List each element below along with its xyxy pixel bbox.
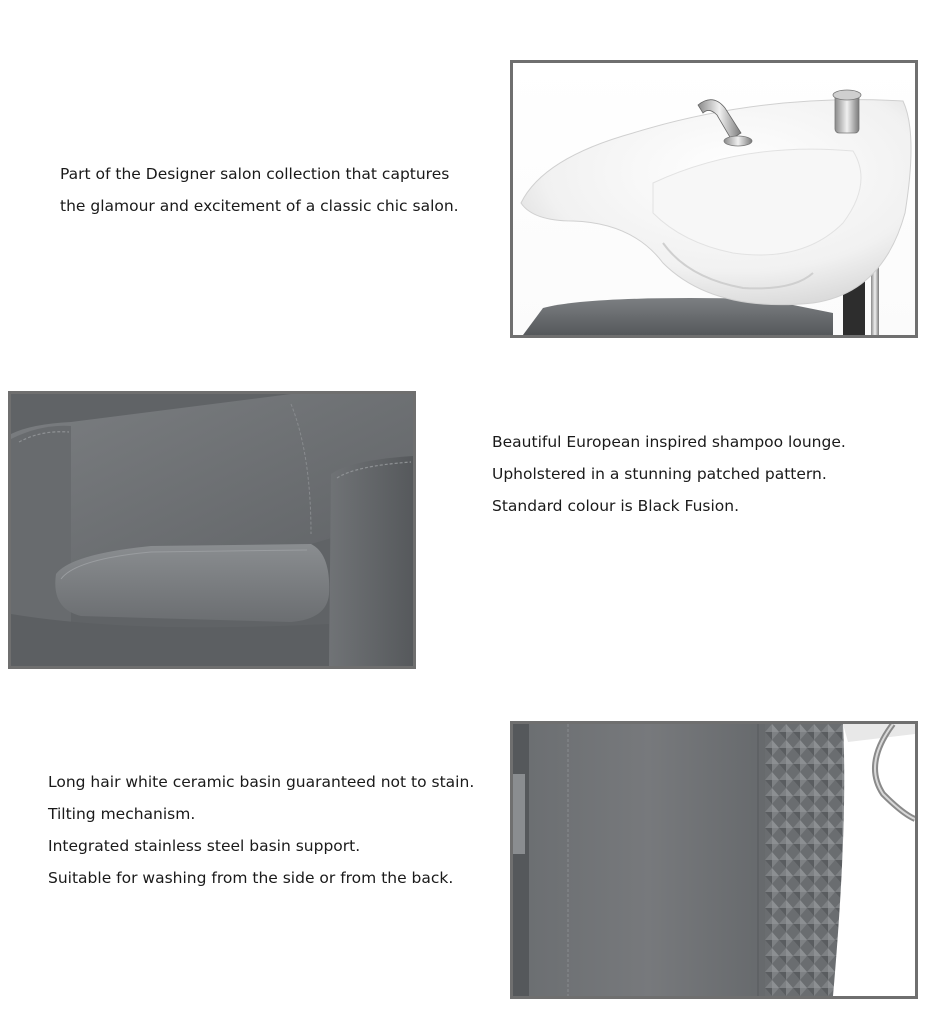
intro-text: [60, 158, 459, 222]
features-line-1: Beautiful European inspired shampoo lounge.: [492, 433, 846, 451]
specs-text: [48, 766, 488, 894]
specs-line-3: Integrated stainless steel basin support.: [48, 837, 361, 855]
chair-photo: [8, 391, 416, 669]
specs-line-1: Long hair white ceramic basin guaranteed not to stain.: [48, 773, 475, 791]
specs-line-2: Tilting mechanism.: [48, 805, 196, 823]
side-panel-photo: [510, 721, 918, 999]
intro-line-1: Part of the Designer salon collection that captures: [60, 165, 450, 183]
features-text: [492, 426, 912, 522]
features-line-3: Standard colour is Black Fusion.: [492, 497, 740, 515]
intro-line-2: the glamour and excitement of a classic chic salon.: [60, 197, 459, 215]
basin-photo: [510, 60, 918, 338]
specs-line-4: Suitable for washing from the side or from the back.: [48, 869, 454, 887]
features-line-2: Upholstered in a stunning patched pattern.: [492, 465, 827, 483]
